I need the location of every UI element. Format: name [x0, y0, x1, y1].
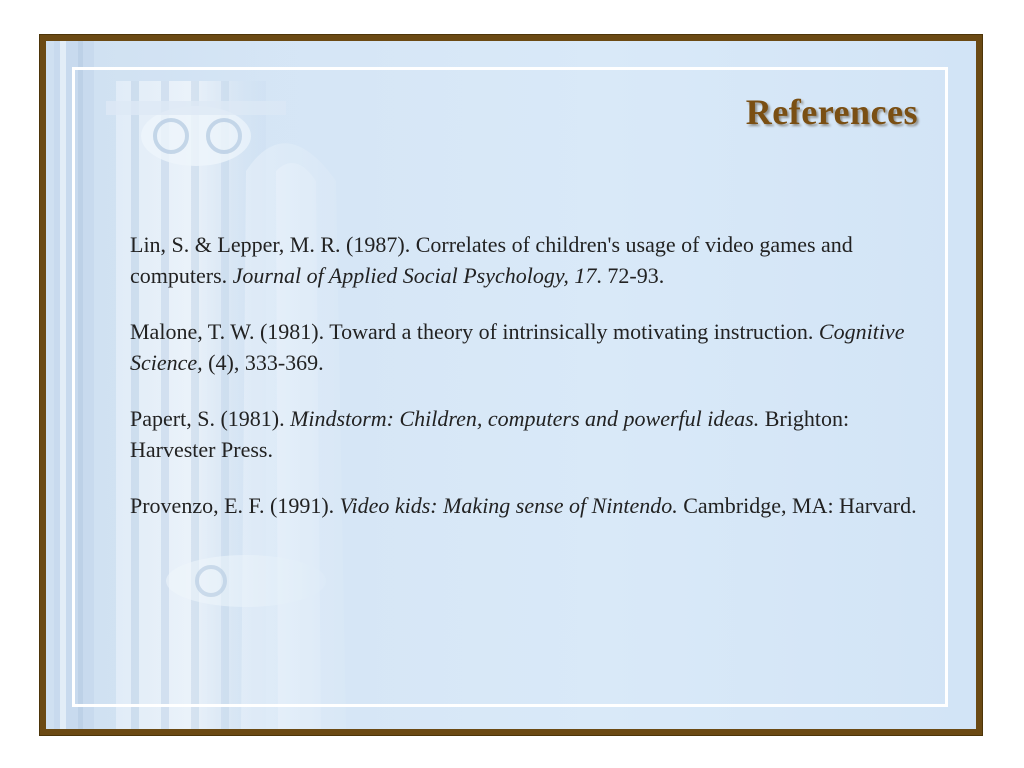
reference-source: Video kids: Making sense of Nintendo. [339, 493, 678, 518]
slide-background [46, 41, 976, 729]
reference-text: Papert, S. (1981). [130, 406, 291, 431]
reference-item [130, 403, 930, 465]
reference-text: Provenzo, E. F. (1991). [130, 493, 340, 518]
reference-text-end: Cambridge, MA: Harvard. [677, 493, 917, 518]
reference-source: Journal of Applied Social Psychology, 17 [232, 263, 597, 288]
slide-frame [40, 35, 982, 735]
reference-source: Mindstorm: Children, computers and powerful ideas. [290, 406, 760, 431]
reference-item [130, 316, 930, 378]
reference-text-end: . 72-93. [596, 263, 665, 288]
reference-text: Lin, S. & Lepper, M. R. (1987). Correlates of children's usage of video games and computers. [130, 232, 853, 288]
slide-title: References [745, 92, 918, 132]
reference-list [130, 229, 930, 546]
reference-text: Malone, T. W. (1981). Toward a theory of intrinsically motivating instruction. [130, 319, 819, 344]
reference-item [130, 229, 930, 291]
reference-text-end: Brighton: Harvester Press. [130, 406, 850, 462]
reference-source: Cognitive Science, [130, 319, 905, 375]
reference-text-end: (4), 333-369. [202, 350, 324, 375]
reference-item [130, 490, 930, 521]
